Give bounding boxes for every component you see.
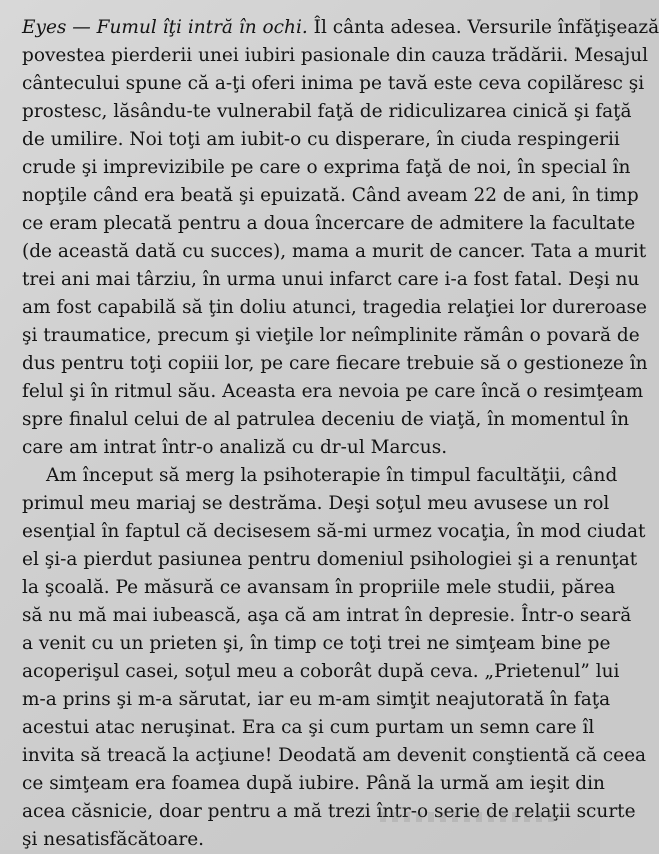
text-line-10: trei ani mai târziu, în urma unui infarct care i-a fost fatal. Deşi nu	[22, 269, 640, 290]
text-line-29: acea căsnicie, doar pentru a mă trezi într-o serie de relaţii scurte	[22, 801, 636, 822]
text-line-21: la şcoală. Pe măsură ce avansam în propriile mele studii, părea	[22, 577, 616, 598]
text-line-20: el şi-a pierdut pasiunea pentru domeniul psihologiei şi a renunţat	[22, 549, 638, 570]
text-line-24: acoperişul casei, soţul meu a coborât după ceva. „Prietenul” lui	[22, 661, 620, 682]
text-line-5: de umilire. Noi toţi am iubit-o cu disperare, în ciuda respingerii	[22, 129, 620, 150]
text-line-4: prostesc, lăsându-te vulnerabil faţă de ridiculizarea cinică şi faţă	[22, 101, 632, 122]
text-line-1-rest: Îl cânta adesea. Versurile înfăţişează	[307, 17, 659, 38]
text-line-12: şi traumatice, precum şi vieţile lor neîmplinite rămân o povară de	[22, 325, 640, 346]
text-line-26: acestui atac neruşinat. Era ca şi cum purtam un semn care îl	[22, 717, 595, 738]
text-line-25: m-a prins şi m-a sărutat, iar eu m-am simţit neajutorată în faţa	[22, 689, 611, 710]
text-line-17: Am început să merg la psihoterapie în timpul facultăţii, când	[46, 465, 618, 486]
text-line-13: dus pentru toţi copiii lor, pe care fiecare trebuie să o gestioneze în	[22, 353, 648, 374]
song-title: Eyes — Fumul îţi intră în ochi.	[22, 17, 308, 38]
text-line-9: (de această dată cu succes), mama a murit de cancer. Tata a murit	[22, 241, 647, 262]
text-line-1	[22, 14, 659, 42]
text-line-30: şi nesatisfăcătoare.	[22, 829, 205, 850]
text-line-8: ce eram plecată pentru a doua încercare de admitere la facultate	[22, 213, 636, 234]
text-line-14: felul şi în ritmul său. Aceasta era nevoia pe care încă o resimţeam	[22, 381, 644, 402]
text-line-2: povestea pierderii unei iubiri pasionale din cauza trădării. Mesajul	[22, 45, 649, 66]
text-line-15: spre finalul celui de al patrulea deceniu de viaţă, în momentul în	[22, 409, 629, 430]
text-line-23: a venit cu un prieten şi, în timp ce toţi trei ne simţeam bine pe	[22, 633, 611, 654]
text-line-27: invita să treacă la acţiune! Deodată am devenit conştientă că ceea	[22, 745, 647, 766]
text-line-11: am fost capabilă să ţin doliu atunci, tragedia relaţiei lor dureroase	[22, 297, 647, 318]
text-line-16: care am intrat într-o analiză cu dr-ul Marcus.	[22, 437, 448, 458]
text-line-22: să nu mă mai iubească, aşa că am intrat în depresie. Într-o seară	[22, 605, 632, 626]
text-line-18: primul meu mariaj se destrăma. Deşi soţul meu avusese un rol	[22, 493, 610, 514]
text-line-19: esenţial în faptul că decisesem să-mi urmez vocaţia, în mod ciudat	[22, 521, 646, 542]
text-line-6: crude şi imprevizibile pe care o exprima faţă de noi, în special în	[22, 157, 631, 178]
bleed-through-mark	[380, 812, 560, 822]
text-line-7: nopţile când era beată şi epuizată. Când aveam 22 de ani, în timp	[22, 185, 639, 206]
text-line-28: ce simţeam era foamea după iubire. Până la urmă am ieşit din	[22, 773, 605, 794]
text-line-3: cântecului spune că a-ţi oferi inima pe tavă este ceva copilăresc şi	[22, 73, 645, 94]
